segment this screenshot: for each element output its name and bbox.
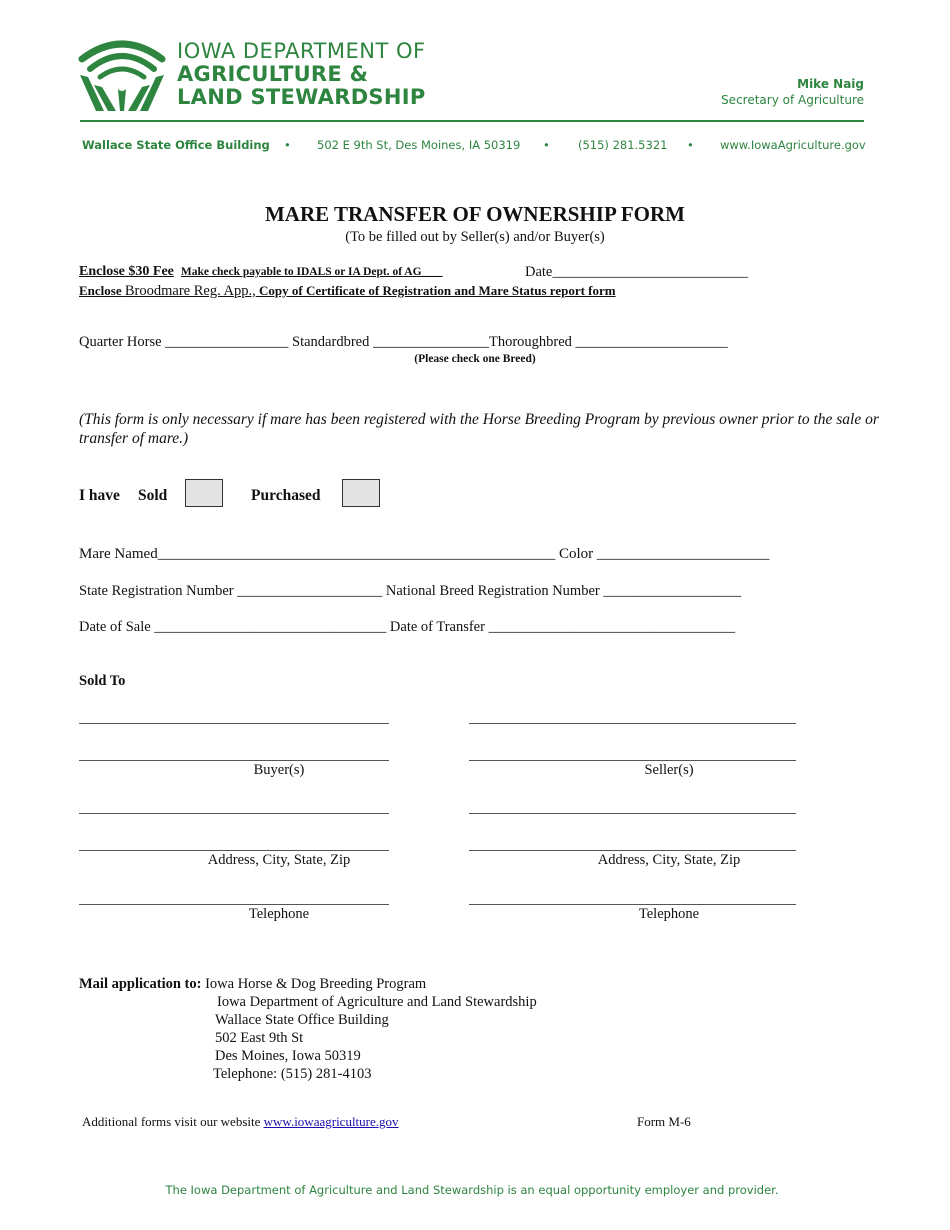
enclose-items-plain: Broodmare Reg. App.,: [124, 283, 256, 299]
buyer-address-line-2[interactable]: [79, 850, 389, 851]
additional-forms: [82, 1114, 399, 1130]
fee-instruction: [79, 264, 443, 280]
form-note: (This form is only necessary if mare has been registered with the Horse Breeding Program by previous owner prior to the sale or transfer of mare.): [79, 411, 879, 447]
mail-line4: 502 East 9th St: [215, 1030, 304, 1046]
mail-line5: Des Moines, Iowa 50319: [215, 1048, 361, 1064]
registration-number-field[interactable]: State Registration Number ____________________ National Breed Registration Number ___________________: [79, 583, 742, 599]
website-link[interactable]: www.iowaagriculture.gov: [263, 1114, 399, 1129]
purchased-checkbox[interactable]: [342, 479, 380, 507]
fee-check-payable: Make check payable to IDALS or IA Dept. of AG: [180, 266, 422, 278]
buyer-address-line-1[interactable]: [79, 813, 389, 814]
mail-line2: Iowa Department of Agriculture and Land Stewardship: [217, 994, 537, 1010]
agency-name-line3: LAND STEWARDSHIP: [177, 85, 426, 109]
enclose-instruction: [79, 283, 616, 300]
buyer-address-label: Address, City, State, Zip: [207, 852, 351, 868]
mail-line1: Iowa Horse & Dog Breeding Program: [205, 976, 427, 992]
form-title: MARE TRANSFER OF OWNERSHIP FORM: [264, 202, 686, 226]
sale-transfer-date-field[interactable]: Date of Sale ________________________________ Date of Transfer __________________________________: [79, 619, 736, 635]
date-field[interactable]: Date___________________________: [525, 264, 749, 280]
agency-logo-icon: [78, 33, 166, 113]
seller-signature-line[interactable]: [469, 760, 796, 761]
contact-phone: (515) 281.5321: [578, 138, 668, 152]
agency-name-line2: AGRICULTURE &: [177, 62, 369, 86]
additional-text: Additional forms visit our website: [82, 1114, 261, 1129]
breed-selection-line[interactable]: Quarter Horse _________________ Standardbred ________________Thoroughbred _____________________: [79, 334, 728, 350]
fee-enclose: Enclose $30 Fee: [79, 264, 174, 279]
contact-building: Wallace State Office Building: [82, 138, 270, 152]
sold-to-heading: Sold To: [79, 673, 126, 689]
mail-lead: Mail application to:: [79, 976, 202, 992]
sold-checkbox[interactable]: [185, 479, 223, 507]
enclose-items-bold: Copy of Certificate of Registration and Mare Status report form: [259, 283, 616, 298]
mare-name-color-field[interactable]: Mare Named_____________________________________________________ Color _______________________: [79, 546, 770, 562]
contact-separator: •: [687, 138, 694, 152]
seller-telephone-label: Telephone: [638, 906, 700, 922]
mail-address-block: [79, 975, 537, 1082]
seller-address-line-1[interactable]: [469, 813, 796, 814]
contact-website: www.IowaAgriculture.gov: [720, 138, 866, 152]
form-id: Form M-6: [637, 1114, 691, 1129]
buyer-name-line[interactable]: [79, 723, 389, 724]
buyer-label: Buyer(s): [253, 762, 305, 778]
fee-blank: ___: [421, 264, 443, 279]
sold-label: Sold: [138, 487, 168, 504]
mail-line3: Wallace State Office Building: [215, 1012, 389, 1028]
secretary-name: Mike Naig: [797, 77, 864, 91]
secretary-title: Secretary of Agriculture: [721, 93, 864, 107]
seller-name-line[interactable]: [469, 723, 796, 724]
buyer-signature-line[interactable]: [79, 760, 389, 761]
form-subtitle: (To be filled out by Seller(s) and/or Buyer(s): [345, 229, 605, 245]
purchased-label: Purchased: [251, 487, 321, 504]
contact-separator: •: [284, 138, 291, 152]
i-have-label: I have: [79, 487, 120, 504]
mail-line6: Telephone: (515) 281-4103: [213, 1066, 372, 1082]
header-divider: [80, 120, 864, 122]
contact-address: 502 E 9th St, Des Moines, IA 50319: [317, 138, 521, 152]
seller-address-line-2[interactable]: [469, 850, 796, 851]
seller-address-label: Address, City, State, Zip: [597, 852, 741, 868]
breed-note: (Please check one Breed): [414, 353, 536, 365]
buyer-telephone-label: Telephone: [248, 906, 310, 922]
agency-name-line1: IOWA DEPARTMENT OF: [177, 39, 426, 63]
seller-label: Seller(s): [644, 762, 694, 778]
footer-statement: The Iowa Department of Agriculture and Land Stewardship is an equal opportunity employer and provider.: [165, 1183, 779, 1197]
seller-telephone-line[interactable]: [469, 904, 796, 905]
contact-separator: •: [543, 138, 550, 152]
buyer-telephone-line[interactable]: [79, 904, 389, 905]
enclose-label: Enclose: [79, 283, 122, 298]
